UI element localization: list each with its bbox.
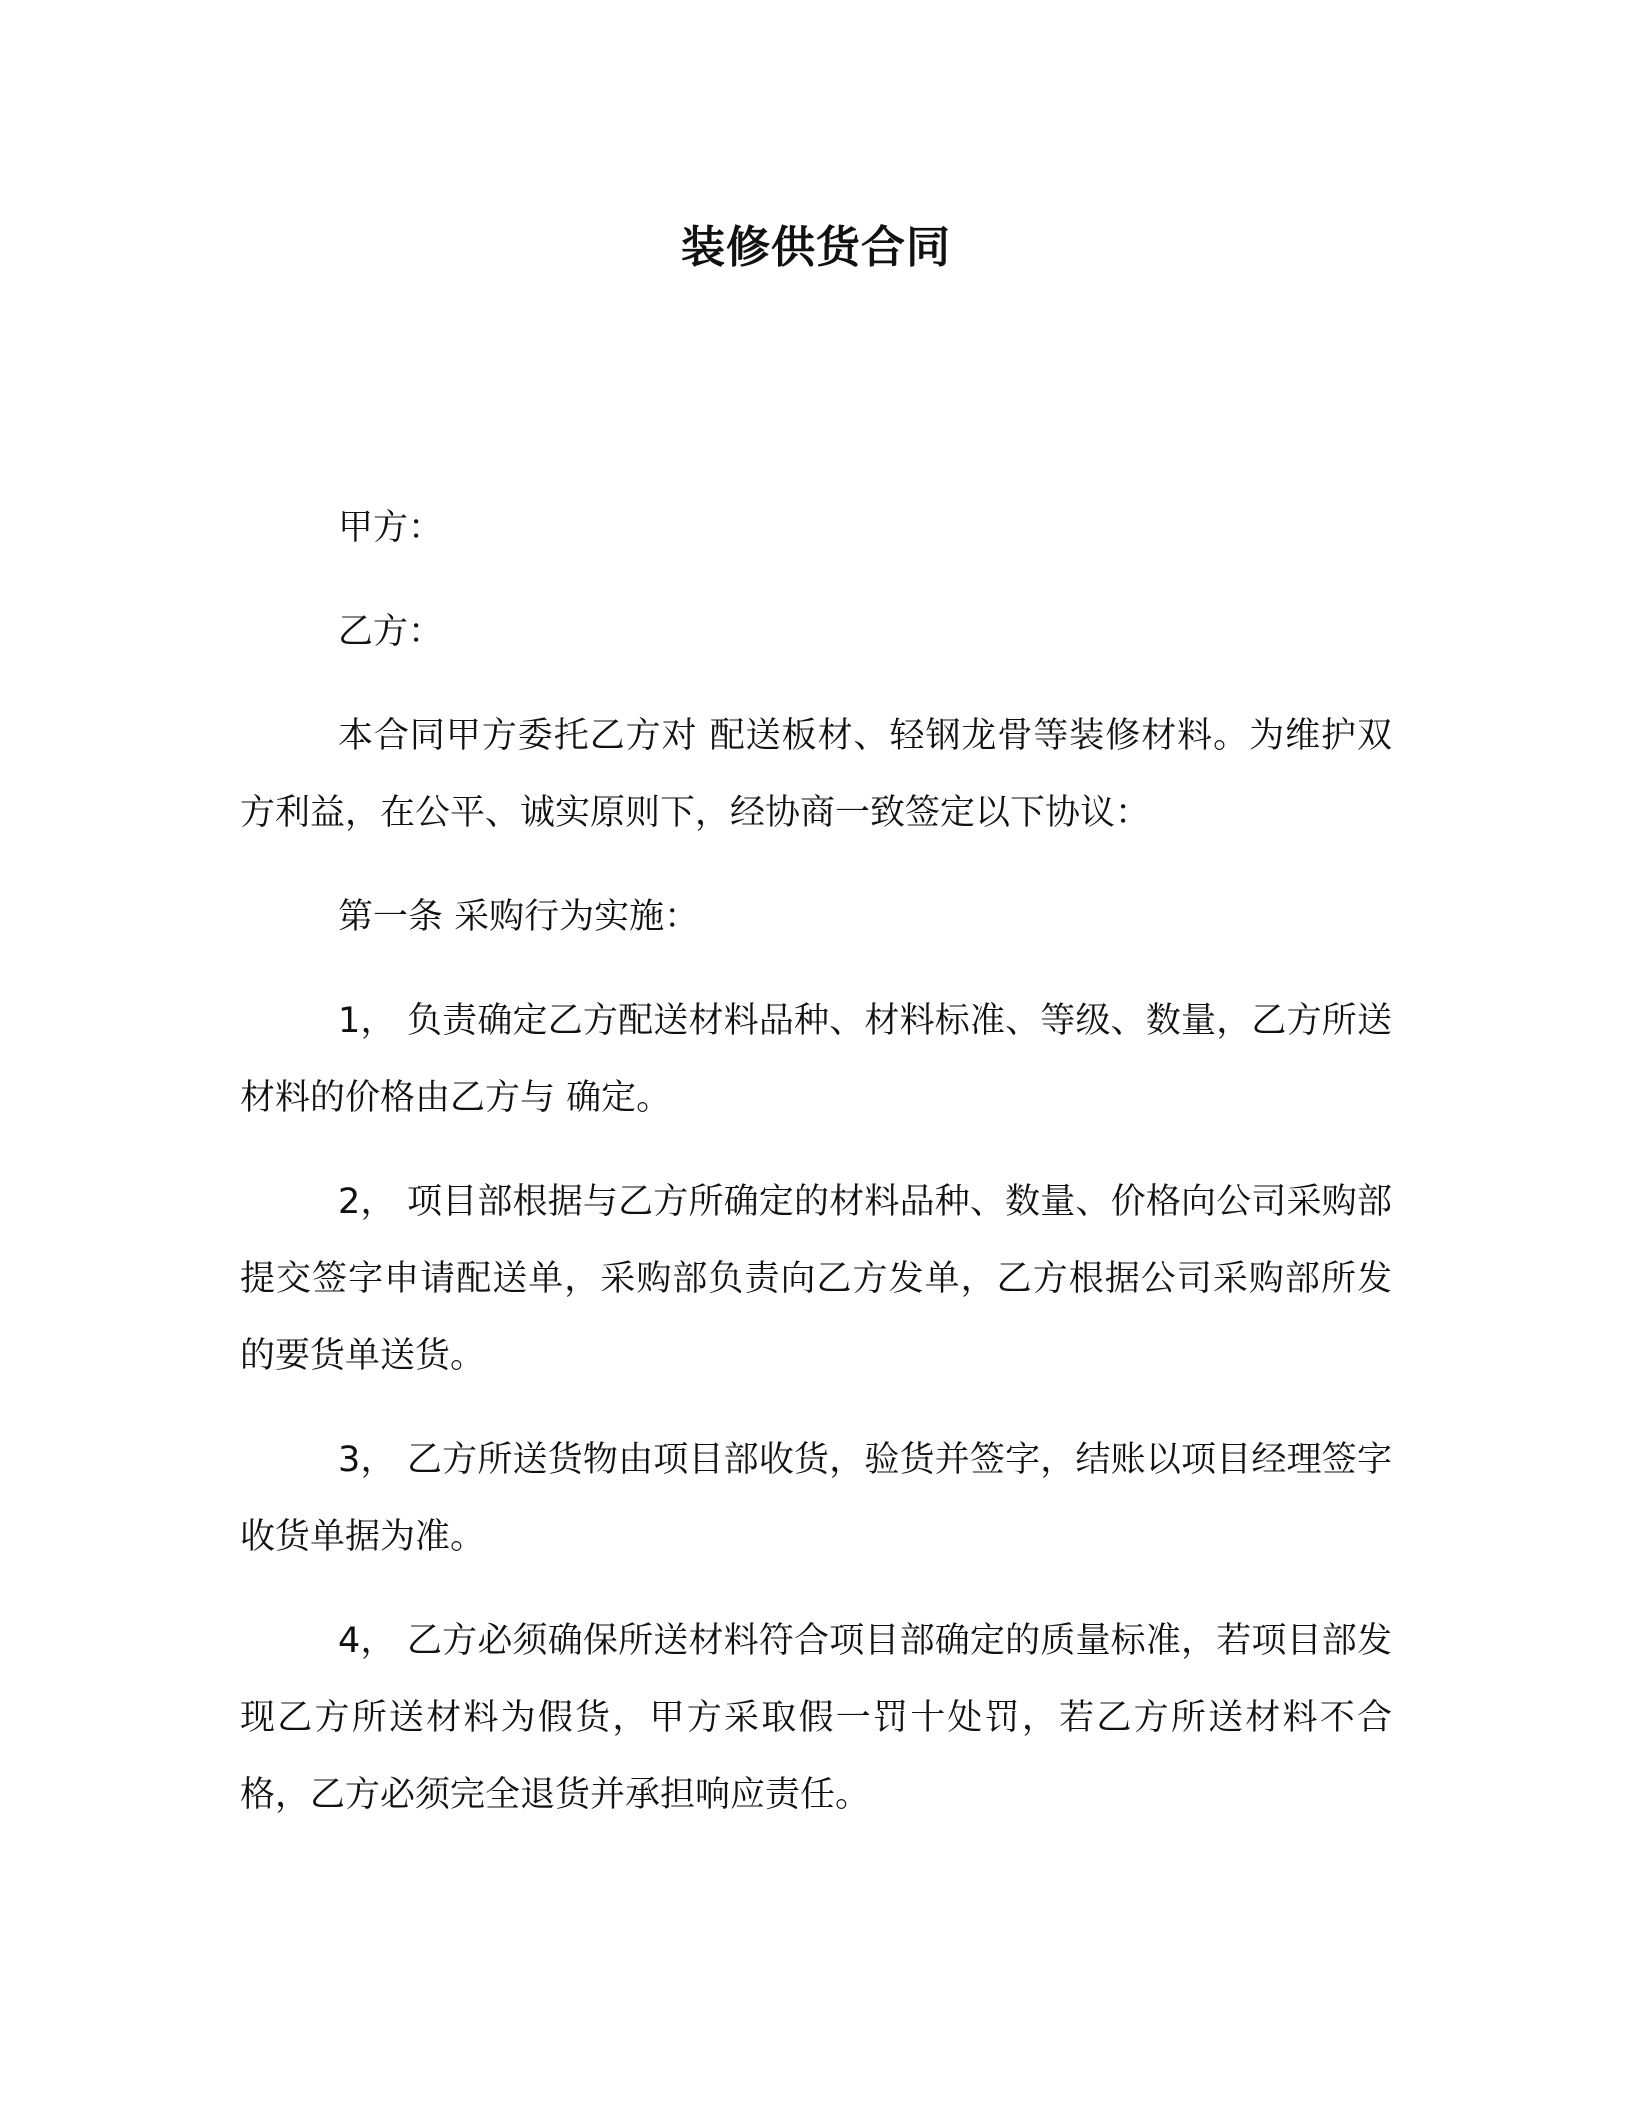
clause-3: 3， 乙方所送货物由项目部收货，验货并签字，结账以项目经理签字收货单据为准。 [240,1440,1392,1557]
document-title: 装修供货合同 [681,222,951,273]
article-one-heading: 第一条 采购行为实施： [338,897,700,937]
party-b-label: 乙方： [338,612,444,652]
party-a-label: 甲方： [338,508,444,548]
document-body [240,490,1392,1861]
clause-2: 2， 项目部根据与乙方所确定的材料品种、数量、价格向公司采购部提交签字申请配送单，采购部负责向乙方发单，乙方根据公司采购部所发的要货单送货。 [240,1182,1392,1376]
intro-paragraph: 本合同甲方委托乙方对 配送板材、轻钢龙骨等装修材料。为维护双方利益，在公平、诚实原则下，经协商一致签定以下协议： [240,716,1392,833]
clause-4: 4， 乙方必须确保所送材料符合项目部确定的质量标准，若项目部发现乙方所送材料为假货，甲方采取假一罚十处罚，若乙方所送材料不合格，乙方必须完全退货并承担响应责任。 [240,1621,1392,1815]
clause-1: 1， 负责确定乙方配送材料品种、材料标准、等级、数量，乙方所送材料的价格由乙方与 确定。 [240,1001,1392,1118]
